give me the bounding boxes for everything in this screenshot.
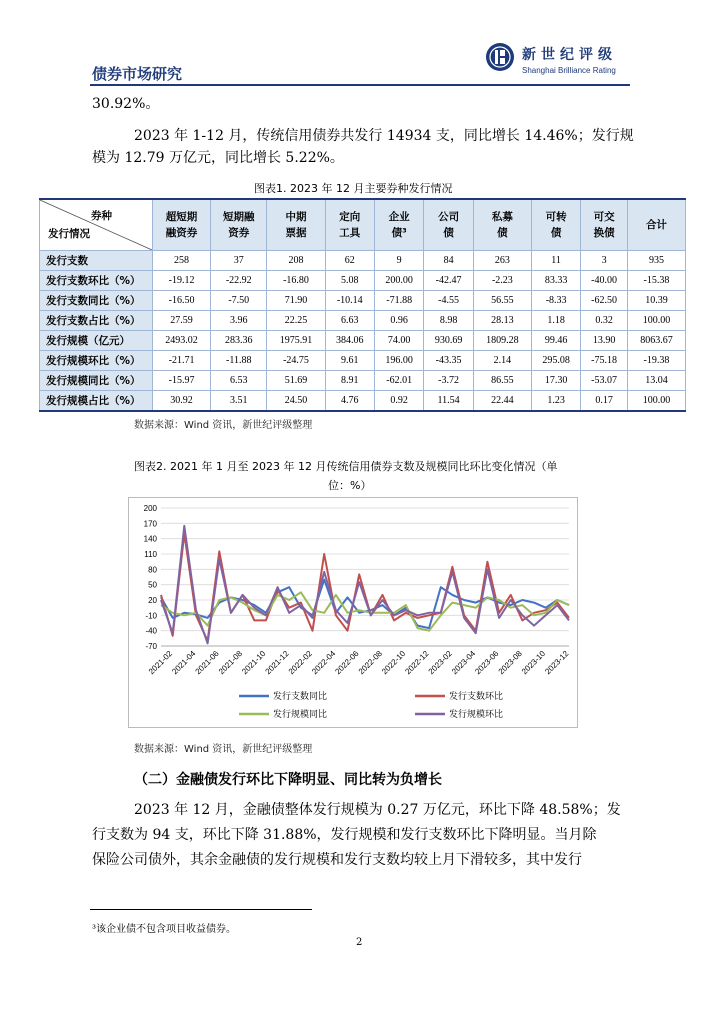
table-cell: 22.44 — [473, 391, 531, 412]
table-cell: 4.76 — [325, 391, 374, 412]
x-tick-label: 2023-04 — [450, 649, 478, 677]
table-caption: 图表1. 2023 年 12 月主要券种发行情况 — [254, 182, 453, 195]
table-cell: -43.35 — [424, 351, 473, 371]
x-tick-label: 2023-08 — [496, 649, 524, 677]
col-header: 可交 换债 — [581, 199, 628, 251]
table-cell: 8.91 — [325, 371, 374, 391]
x-tick-label: 2021-08 — [216, 649, 245, 677]
table-cell: -7.50 — [211, 291, 267, 311]
table-cell: -4.55 — [424, 291, 473, 311]
table-corner-cell — [40, 199, 153, 251]
table-cell: -15.97 — [153, 371, 211, 391]
x-tick-label: 2021-06 — [193, 649, 221, 677]
table-cell: -19.38 — [627, 351, 685, 371]
y-tick-label: 140 — [143, 534, 157, 544]
table-cell: -71.88 — [374, 291, 423, 311]
row-label: 发行支数占比（%） — [40, 311, 153, 331]
table-cell: 56.55 — [473, 291, 531, 311]
corner-label-bottom: 发行情况 — [48, 228, 90, 240]
x-tick-label: 2022-10 — [380, 649, 408, 677]
x-tick-label: 2021-02 — [146, 649, 175, 677]
table-cell: 27.59 — [153, 311, 211, 331]
table-cell: 22.25 — [267, 311, 325, 331]
issuance-table — [39, 198, 686, 412]
col-header: 企业 债³ — [374, 199, 423, 251]
table-header-row — [40, 199, 686, 251]
table-cell: 83.33 — [531, 271, 580, 291]
legend-label: 发行支数环比 — [449, 692, 504, 702]
table-row — [40, 351, 686, 371]
col-header: 公司 债 — [424, 199, 473, 251]
table-cell: -10.14 — [325, 291, 374, 311]
x-tick-label: 2022-08 — [356, 649, 384, 677]
row-label: 发行规模环比（%） — [40, 351, 153, 371]
table-cell: -3.72 — [424, 371, 473, 391]
x-tick-label: 2023-06 — [473, 649, 501, 677]
x-tick-label: 2021-10 — [240, 649, 268, 677]
table-cell: 99.46 — [531, 331, 580, 351]
table-cell: 11 — [531, 251, 580, 271]
x-tick-label: 2022-06 — [333, 649, 361, 677]
table-cell: 9 — [374, 251, 423, 271]
table-cell: 62 — [325, 251, 374, 271]
table-cell: 3.96 — [211, 311, 267, 331]
legend-label: 发行规模环比 — [449, 710, 504, 720]
table-cell: -2.23 — [473, 271, 531, 291]
table-cell: 86.55 — [473, 371, 531, 391]
y-tick-label: 170 — [143, 519, 157, 529]
table-cell: -19.12 — [153, 271, 211, 291]
table-cell: 8.98 — [424, 311, 473, 331]
table-cell: 6.63 — [325, 311, 374, 331]
figure-caption: 图表2. 2021 年 1 月至 2023 年 12 月传统信用债券支数及规模同比环比变化情况（单 — [134, 460, 558, 473]
table-cell: 30.92 — [153, 391, 211, 412]
table-cell: -62.01 — [374, 371, 423, 391]
table-cell: -42.47 — [424, 271, 473, 291]
row-label: 发行支数同比（%） — [40, 291, 153, 311]
page-number: 2 — [356, 937, 363, 948]
x-tick-label: 2022-12 — [403, 649, 431, 677]
table-cell: 930.69 — [424, 331, 473, 351]
table-cell: 11.54 — [424, 391, 473, 412]
table-cell: 74.00 — [374, 331, 423, 351]
table-cell: 37 — [211, 251, 267, 271]
table-cell: -40.00 — [581, 271, 628, 291]
table-cell: -8.33 — [531, 291, 580, 311]
paragraph-line: 模为 12.79 万亿元，同比增长 5.22%。 — [92, 150, 344, 166]
table-cell: 1.18 — [531, 311, 580, 331]
paragraph-line: 保险公司债外，其余金融债的发行规模和发行支数均较上月下滑较多，其中发行 — [92, 852, 582, 868]
col-header: 短期融 资券 — [211, 199, 267, 251]
table-cell: -75.18 — [581, 351, 628, 371]
table-row — [40, 271, 686, 291]
table-row — [40, 391, 686, 412]
table-cell: 3 — [581, 251, 628, 271]
table-cell: 295.08 — [531, 351, 580, 371]
legend-label: 发行规模同比 — [273, 710, 328, 720]
table-cell: 5.08 — [325, 271, 374, 291]
row-label: 发行支数环比（%） — [40, 271, 153, 291]
y-tick-label: 110 — [144, 550, 157, 559]
table-cell: 0.17 — [581, 391, 628, 412]
row-label: 发行支数 — [40, 251, 153, 271]
row-label: 发行规模同比（%） — [40, 371, 153, 391]
y-tick-label: 80 — [148, 565, 157, 575]
series-line — [161, 534, 569, 641]
table-cell: 24.50 — [267, 391, 325, 412]
table-row — [40, 291, 686, 311]
table-cell: 196.00 — [374, 351, 423, 371]
brand-name-cn: 新世纪评级 — [522, 47, 617, 63]
row-label: 发行规模（亿元） — [40, 331, 153, 351]
table-row — [40, 311, 686, 331]
table-cell: -11.88 — [211, 351, 267, 371]
col-header: 定向 工具 — [325, 199, 374, 251]
figure-caption-cont: 位：%） — [328, 479, 372, 492]
y-tick-label: 50 — [148, 580, 157, 590]
table-cell: 0.96 — [374, 311, 423, 331]
table-cell: 1975.91 — [267, 331, 325, 351]
table-cell: 258 — [153, 251, 211, 271]
x-tick-label: 2023-02 — [426, 649, 454, 677]
row-label: 发行规模占比（%） — [40, 391, 153, 412]
y-tick-label: 20 — [148, 596, 157, 605]
col-header: 中期 票据 — [267, 199, 325, 251]
table-cell: 263 — [473, 251, 531, 271]
header-title: 债券市场研究 — [92, 65, 183, 83]
table-cell: 384.06 — [325, 331, 374, 351]
y-tick-label: 200 — [143, 504, 157, 513]
table-cell: 200.00 — [374, 271, 423, 291]
table-cell: 71.90 — [267, 291, 325, 311]
table-cell: 51.69 — [267, 371, 325, 391]
table-cell: 1.23 — [531, 391, 580, 412]
table-cell: -53.07 — [581, 371, 628, 391]
table-cell: 1809.28 — [473, 331, 531, 351]
table-cell: 3.51 — [211, 391, 267, 412]
table-cell: -22.92 — [211, 271, 267, 291]
table-source: 数据来源：Wind 资讯，新世纪评级整理 — [134, 420, 313, 431]
paragraph-line: 2023 年 12 月，金融债整体发行规模为 0.27 万亿元，环比下降 48.58%；发 — [134, 802, 621, 818]
table-cell: -24.75 — [267, 351, 325, 371]
x-tick-label: 2022-04 — [310, 649, 338, 677]
brand-name-en: Shanghai Brilliance Rating — [522, 66, 616, 75]
table-cell: -16.80 — [267, 271, 325, 291]
y-tick-label: -40 — [145, 626, 157, 636]
table-cell: 2493.02 — [153, 331, 211, 351]
x-tick-label: 2021-04 — [170, 649, 198, 677]
col-header: 合计 — [627, 199, 685, 251]
paragraph-line: 行支数为 94 支，环比下降 31.88%，发行规模和发行支数环比下降明显。当月除 — [92, 827, 597, 843]
col-header: 私募 债 — [473, 199, 531, 251]
corner-label-top: 券种 — [91, 210, 112, 222]
footnote-divider — [90, 909, 312, 910]
section-title: （二）金融债发行环比下降明显、同比转为负增长 — [134, 772, 442, 788]
table-cell: 100.00 — [627, 311, 685, 331]
table-cell: 2.14 — [473, 351, 531, 371]
y-tick-label: -10 — [145, 611, 157, 621]
paragraph-line: 2023 年 1-12 月，传统信用债券共发行 14934 支，同比增长 14.46%；发行规 — [134, 128, 634, 144]
table-row — [40, 251, 686, 271]
table-cell: -62.50 — [581, 291, 628, 311]
table-cell: -15.38 — [627, 271, 685, 291]
figure-source: 数据来源：Wind 资讯，新世纪评级整理 — [134, 744, 313, 755]
table-cell: -21.71 — [153, 351, 211, 371]
table-row — [40, 331, 686, 351]
legend-label: 发行支数同比 — [273, 692, 328, 702]
table-cell: 13.04 — [627, 371, 685, 391]
table-cell: 283.36 — [211, 331, 267, 351]
table-cell: 208 — [267, 251, 325, 271]
table-cell: 9.61 — [325, 351, 374, 371]
table-cell: 10.39 — [627, 291, 685, 311]
table-cell: 13.90 — [581, 331, 628, 351]
table-cell: 17.30 — [531, 371, 580, 391]
x-tick-label: 2023-12 — [543, 649, 571, 677]
col-header: 可转 债 — [531, 199, 580, 251]
y-tick-label: -70 — [145, 642, 157, 651]
footnote: ³该企业债不包含项目收益债券。 — [92, 924, 237, 935]
line-chart — [129, 498, 577, 727]
table-cell: 0.32 — [581, 311, 628, 331]
brand-logo-icon — [485, 42, 515, 72]
x-tick-label: 2021-12 — [263, 649, 291, 677]
table-cell: 28.13 — [473, 311, 531, 331]
table-cell: 0.92 — [374, 391, 423, 412]
x-tick-label: 2022-02 — [286, 649, 314, 677]
col-header: 超短期 融资券 — [153, 199, 211, 251]
table-cell: 6.53 — [211, 371, 267, 391]
table-row — [40, 371, 686, 391]
table-cell: -16.50 — [153, 291, 211, 311]
table-cell: 84 — [424, 251, 473, 271]
header-divider — [90, 84, 630, 86]
table-cell: 8063.67 — [627, 331, 685, 351]
chart-frame — [128, 497, 578, 728]
paragraph-continuation: 30.92%。 — [92, 96, 160, 112]
table-cell: 935 — [627, 251, 685, 271]
table-cell: 100.00 — [627, 391, 685, 412]
x-tick-label: 2023-10 — [519, 649, 548, 677]
